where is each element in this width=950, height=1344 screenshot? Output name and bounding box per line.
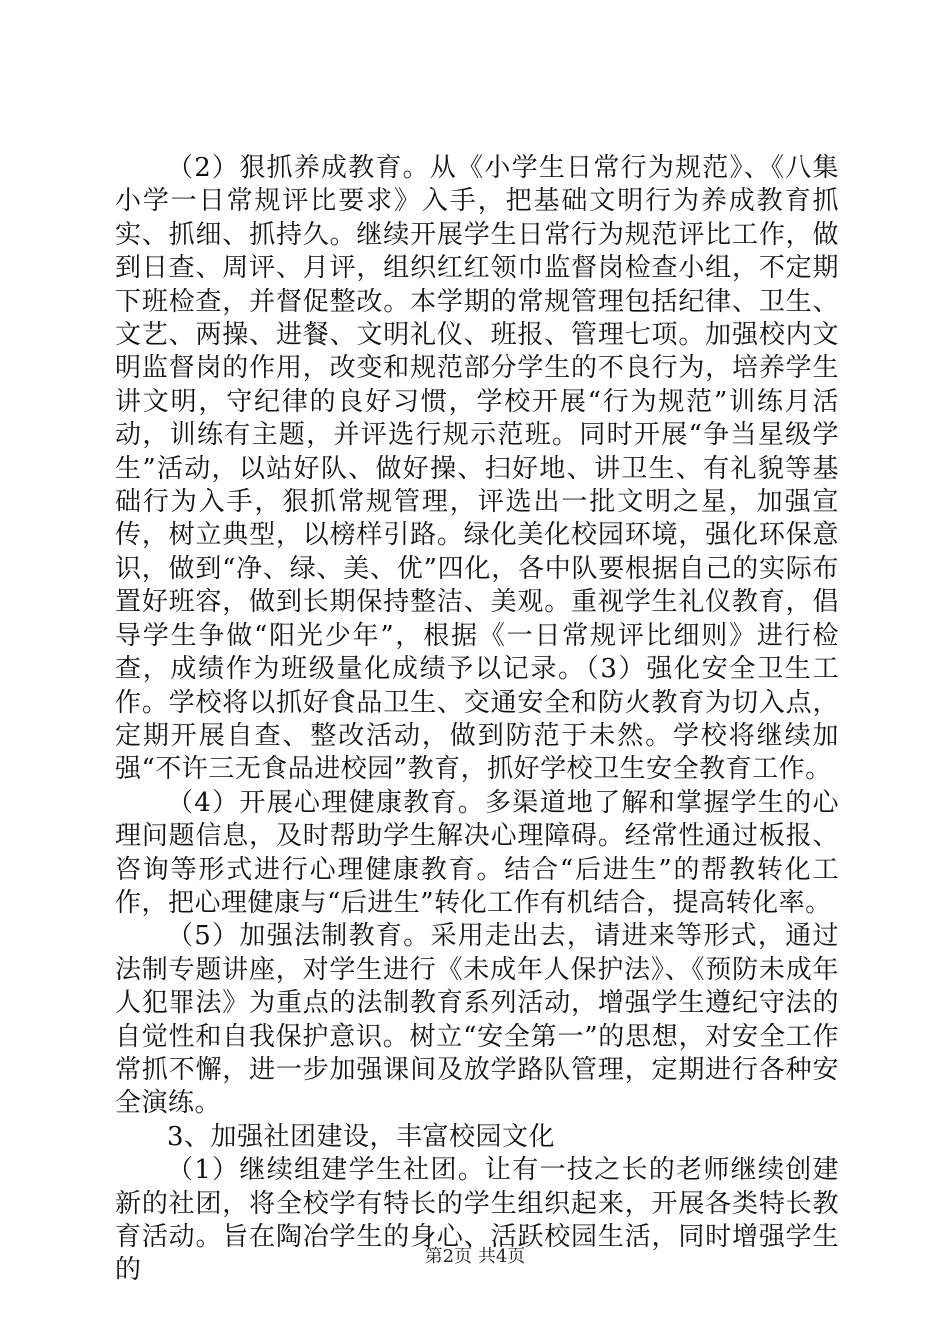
section-heading-clubs: 3、加强社团建设，丰富校园文化	[167, 1121, 556, 1152]
paragraph-habit-education: （2）狠抓养成教育。从《小学生日常行为规范》、《八集小学一日常规评比要求》入手，把基础文明行为养成教育抓实、抓细、抓持久。继续开展学生日常行为规范评比工作，做到日查、周评、月评，组织红红领巾监督岗检查小组，不定期下班检查，并督促整改。本学期的常规管理包括纪律、卫生、文艺、两操、进餐、文明礼仪、班报、管理七项。加强校内文明监督岗的作用，改变和规范部分学生的不良行为，培养学生讲文明，守纪律的良好习惯，学校开展“行为规范”训练月活动，训练有主题，并评选行规示范班。同时开展“争当星级学生”活动，以站好队、做好操、扫好地、讲卫生、有礼貌等基础行为入手，狠抓常规管理，评选出一批文明之星，加强宣传，树立典型，以榜样引路。绿化美化校园环境，强化环保意识，做到“净、绿、美、优”四化，各中队要根据自己的实际布置好班容，做到长期保持整洁、美观。重视学生礼仪教育，倡导学生争做“阳光少年”，根据《一日常规评比细则》进行检查，成绩作为班级量化成绩予以记录。（3）强化安全卫生工作。学校将以抓好食品卫生、交通安全和防火教育为切入点，定期开展自查、整改活动，做到防范于未然。学校将继续加强“不许三无食品进校园”教育，抓好学校卫生安全教育工作。	[115, 153, 839, 785]
paragraph-mental-health: （4）开展心理健康教育。多渠道地了解和掌握学生的心理问题信息，及时帮助学生解决心理障碍。经常性通过板报、咨询等形式进行心理健康教育。结合“后进生”的帮教转化工作，把心理健康与“后进生”转化工作有机结合，提高转化率。	[115, 787, 839, 918]
paragraph-student-clubs: （1）继续组建学生社团。让有一技之长的老师继续创建新的社团，将全校学有特长的学生组织起来，开展各类特长教育活动。旨在陶冶学生的身心、活跃校园生活，同时增强学生的	[115, 1155, 839, 1286]
paragraph-legal-education: （5）加强法制教育。采用走出去，请进来等形式，通过法制专题讲座，对学生进行《未成年人保护法》、《预防未成年人犯罪法》为重点的法制教育系列活动，增强学生遵纪守法的自觉性和自我保护意识。树立“安全第一”的思想，对安全工作常抓不懈，进一步加强课间及放学路队管理，定期进行各种安全演练。	[115, 921, 839, 1119]
page-footer: 第2页 共4页	[424, 1246, 526, 1267]
document-body	[115, 152, 839, 1288]
